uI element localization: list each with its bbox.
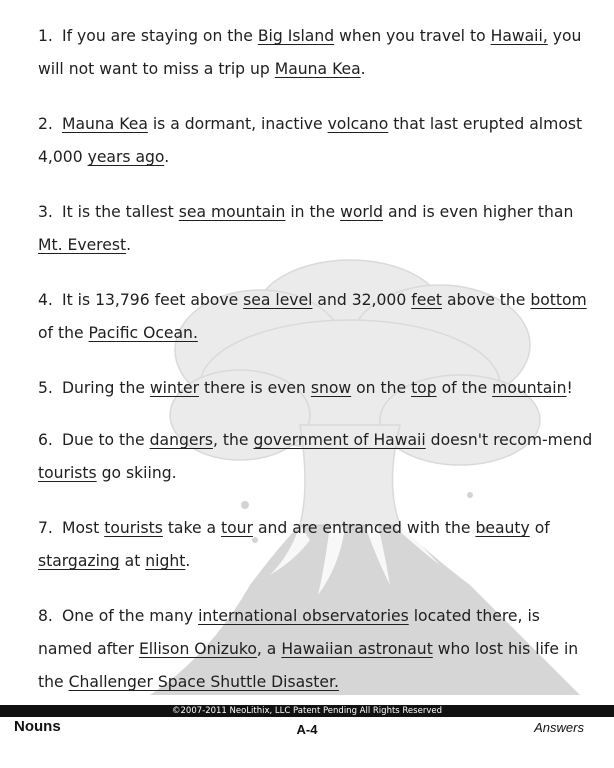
- underlined-noun: feet: [411, 291, 443, 309]
- underlined-noun: Hawaiian astronaut: [281, 640, 433, 658]
- sentence-text: located there, is named after: [38, 607, 540, 658]
- underlined-noun: dangers: [149, 431, 213, 449]
- underlined-noun: world: [340, 203, 384, 221]
- sentence-text: above the: [442, 291, 531, 309]
- underlined-noun: Ellison Onizuko: [138, 640, 257, 658]
- sentence-text: .: [185, 552, 191, 570]
- underlined-noun: Hawaii,: [490, 27, 548, 45]
- sentence-text: at: [119, 552, 146, 570]
- sentence-text: It is the tallest: [62, 203, 179, 221]
- sentence-text: there is even: [199, 379, 311, 397]
- sentence-7: [38, 512, 598, 578]
- underlined-noun: beauty: [475, 519, 530, 537]
- sentence-text: and are entranced with the: [252, 519, 476, 537]
- sentence-3: [38, 196, 598, 262]
- sentence-number: 1.: [38, 27, 53, 45]
- sentence-text: you will not want to miss a trip up: [38, 27, 582, 78]
- underlined-noun: Mt. Everest: [38, 236, 127, 254]
- underlined-noun: Big Island: [257, 27, 335, 45]
- sentence-5: [38, 372, 598, 405]
- underlined-noun: Mauna Kea: [274, 60, 361, 78]
- sentence-8: [38, 600, 598, 699]
- sentence-text: Due to the: [62, 431, 150, 449]
- underlined-noun: night: [145, 552, 186, 570]
- underlined-noun: sea level: [243, 291, 313, 309]
- underlined-noun: Mauna Kea: [62, 115, 148, 133]
- sentence-text: of the: [436, 379, 493, 397]
- sentence-text: of: [529, 519, 550, 537]
- sentence-text: .: [164, 148, 170, 166]
- sentence-number: 6.: [38, 431, 53, 449]
- sentence-text: During the: [62, 379, 150, 397]
- sentence-text: .: [126, 236, 132, 254]
- sentence-text: doesn't recom-mend: [425, 431, 593, 449]
- sentence-text: take a: [162, 519, 222, 537]
- underlined-noun: volcano: [327, 115, 389, 133]
- sentence-text: If you are staying on the: [62, 27, 258, 45]
- underlined-noun: mountain: [492, 379, 567, 397]
- sentence-text: on the: [351, 379, 412, 397]
- underlined-noun: Pacific Ocean.: [88, 324, 198, 342]
- sentence-number: 5.: [38, 379, 53, 397]
- sentence-text: in the: [285, 203, 341, 221]
- sentence-text: and is even higher than: [383, 203, 574, 221]
- sentence-text: One of the many: [62, 607, 199, 625]
- underlined-noun: stargazing: [38, 552, 120, 570]
- copyright-text: ©2007-2011 NeoLithix, LLC Patent Pending All Rights Reserved: [172, 706, 442, 716]
- sentence-text: .: [360, 60, 366, 78]
- sentence-text: Most: [62, 519, 105, 537]
- sentence-number: 7.: [38, 519, 53, 537]
- underlined-noun: tourists: [38, 464, 97, 482]
- sentence-text: that last erupted almost 4,000: [38, 115, 583, 166]
- sentence-1: [38, 20, 598, 86]
- sentence-6: [38, 424, 598, 490]
- sentence-text: of the: [38, 324, 89, 342]
- sentence-text: !: [566, 379, 573, 397]
- copyright-bar: [0, 705, 614, 717]
- underlined-noun: tourists: [104, 519, 163, 537]
- underlined-noun: government of Hawaii: [253, 431, 426, 449]
- sentence-text: is a dormant, inactive: [147, 115, 328, 133]
- sentence-number: 4.: [38, 291, 53, 309]
- page-number: A-4: [296, 722, 318, 737]
- sentence-text: go skiing.: [96, 464, 177, 482]
- sentence-4: [38, 284, 598, 350]
- answers-label: Answers: [534, 720, 584, 735]
- underlined-noun: snow: [310, 379, 352, 397]
- sentence-text: who lost his life in the: [38, 640, 579, 691]
- underlined-noun: Challenger Space Shuttle Disaster.: [68, 673, 339, 691]
- sentence-number: 8.: [38, 607, 53, 625]
- underlined-noun: international observatories: [198, 607, 409, 625]
- sentence-text: and 32,000: [312, 291, 412, 309]
- sentence-text: when you travel to: [334, 27, 491, 45]
- section-label: Nouns: [14, 718, 61, 735]
- underlined-noun: tour: [221, 519, 253, 537]
- sentence-text: It is 13,796 feet above: [62, 291, 244, 309]
- underlined-noun: sea mountain: [178, 203, 286, 221]
- sentence-2: [38, 108, 598, 174]
- underlined-noun: bottom: [530, 291, 587, 309]
- underlined-noun: winter: [149, 379, 200, 397]
- sentence-number: 2.: [38, 115, 53, 133]
- underlined-noun: years ago: [87, 148, 165, 166]
- sentence-text: , a: [256, 640, 282, 658]
- underlined-noun: top: [411, 379, 437, 397]
- sentence-number: 3.: [38, 203, 53, 221]
- sentence-text: , the: [212, 431, 254, 449]
